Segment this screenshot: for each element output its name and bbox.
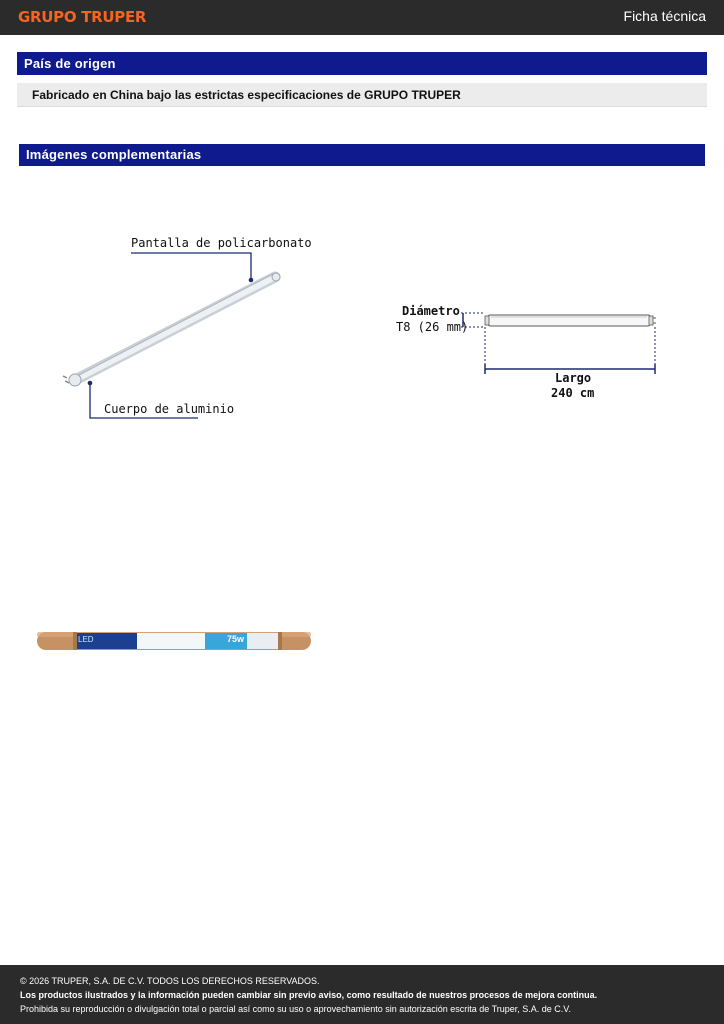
document-type-label: Ficha técnica — [623, 8, 706, 24]
top-header-bar — [0, 0, 724, 35]
section-heading-origin: País de origen — [17, 52, 707, 75]
callout-aluminio: Cuerpo de aluminio — [104, 402, 235, 416]
package-watts-label: 75w — [227, 634, 245, 644]
package-illustration — [35, 625, 315, 657]
length-label: Largo — [555, 371, 592, 385]
tube-illustration — [55, 225, 315, 430]
tube-callout-image — [55, 225, 315, 430]
package-led-label: LED — [78, 635, 94, 644]
diameter-value: T8 (26 mm) — [396, 320, 469, 334]
page-footer — [0, 965, 724, 1024]
diameter-label: Diámetro — [402, 304, 460, 318]
footer-notice: Los productos ilustrados y la información pueden cambiar sin previo aviso, como resultado de nuestros procesos de mejora continua. — [20, 990, 598, 1000]
length-value: 240 cm — [551, 386, 595, 400]
origin-text-row: Fabricado en China bajo las estrictas especificaciones de GRUPO TRUPER — [17, 83, 707, 107]
footer-copyright: © 2026 TRUPER, S.A. DE C.V. TODOS LOS DERECHOS RESERVADOS. — [20, 976, 320, 986]
callout-policarbonato: Pantalla de policarbonato — [131, 236, 312, 250]
packaged-tube-image — [35, 625, 315, 657]
footer-prohibition: Prohibida su reproducción o divulgación total o parcial así como su uso o aprovechamiento sin autorización escrita de Truper, S.A. de C.V. — [20, 1004, 571, 1014]
section-heading-images: Imágenes complementarias — [19, 144, 705, 166]
brand-logo: GRUPO TRUPER — [18, 8, 147, 26]
dimensions-diagram — [385, 295, 675, 415]
